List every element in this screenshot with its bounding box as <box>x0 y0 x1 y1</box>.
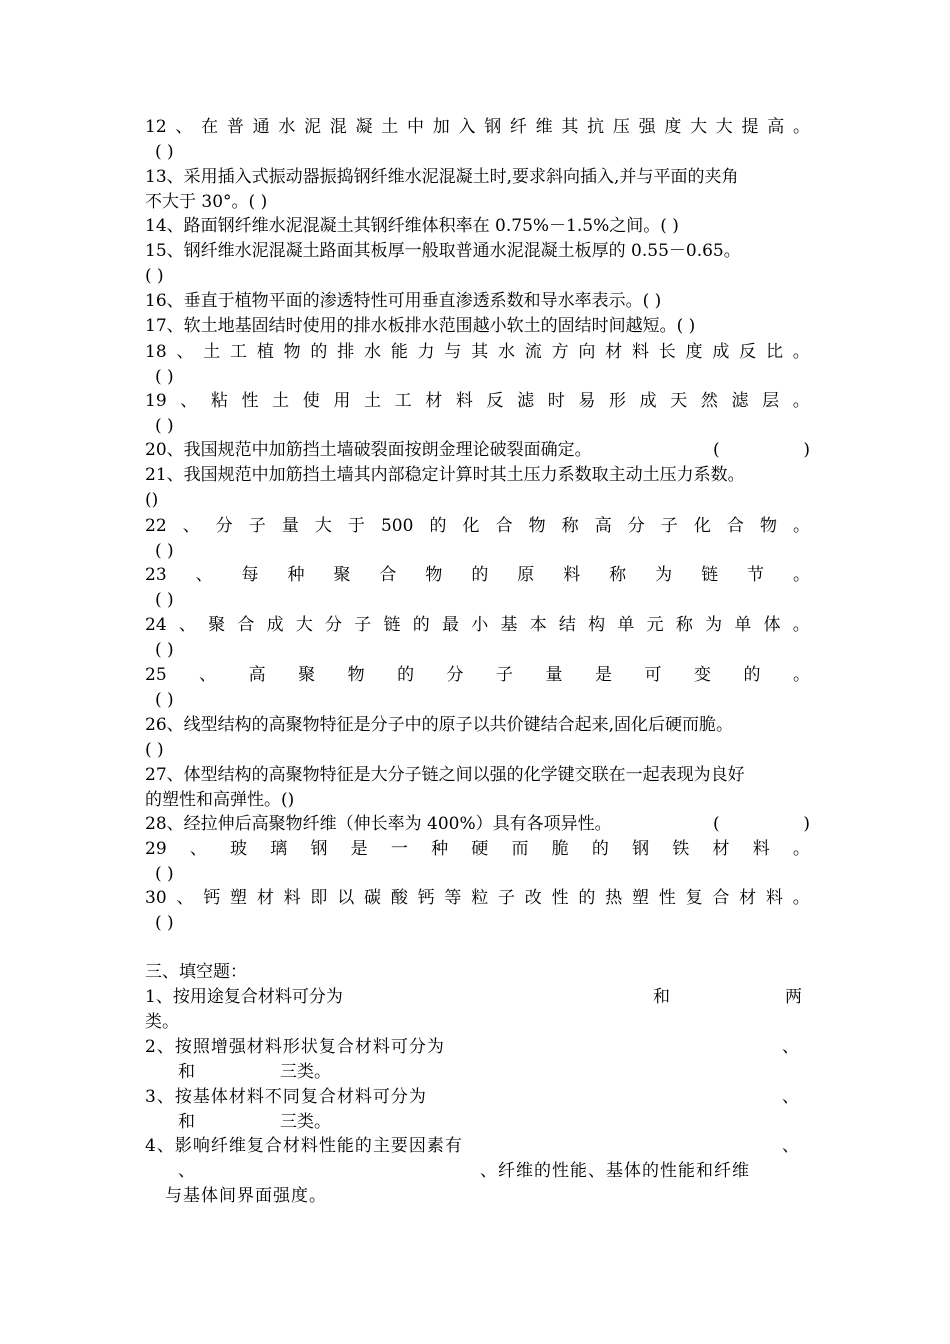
question-12-char: 12 <box>145 117 167 137</box>
question-19-char: 料 <box>455 391 473 411</box>
question-19-char: 土 <box>364 391 382 411</box>
question-29-char: 。 <box>792 839 810 859</box>
question-12-char: 大 <box>690 117 708 137</box>
question-19-char: 土 <box>272 391 290 411</box>
question-19-char: 然 <box>700 391 718 411</box>
question-30-char: 子 <box>498 888 515 908</box>
question-22-char: 子 <box>248 516 266 536</box>
question-29-char: 一 <box>390 839 408 859</box>
question-26-line2: ( ) <box>145 740 164 760</box>
question-23-char: 23 <box>145 565 167 585</box>
question-25-char: 的 <box>397 665 415 685</box>
question-29-char: 的 <box>591 839 609 859</box>
question-22-char: 的 <box>429 516 447 536</box>
question-18-char: 物 <box>283 342 301 362</box>
question-18-char: 度 <box>685 342 703 362</box>
fill-1-two: 两 <box>785 987 802 1007</box>
question-12-char: 加 <box>432 117 450 137</box>
question-29-line1 <box>145 837 810 862</box>
question-24-char: 构 <box>588 615 606 635</box>
question-22-char: 子 <box>660 516 678 536</box>
question-30-char: 材 <box>256 888 274 908</box>
question-12-char: 压 <box>612 117 630 137</box>
question-24-char: 24 <box>145 615 167 635</box>
question-19-char: 滤 <box>731 391 749 411</box>
question-23-char: 。 <box>792 565 810 585</box>
question-12-char: 普 <box>226 117 244 137</box>
question-25-char: 聚 <box>298 665 316 685</box>
question-24-char: 单 <box>617 615 635 635</box>
question-30-char: 。 <box>792 888 810 908</box>
question-30-line1 <box>145 886 810 911</box>
fill-2-line2 <box>145 1060 810 1085</box>
question-22-char: 化 <box>462 516 480 536</box>
question-24-char: 合 <box>237 615 255 635</box>
question-30-char: 钙 <box>417 888 435 908</box>
question-30-char: 合 <box>712 888 730 908</box>
question-23-char: 原 <box>517 565 535 585</box>
question-29-char: 种 <box>431 839 449 859</box>
question-29-paren: ( ) <box>155 864 174 884</box>
fill-4-rest: 、纤维的性能、基体的性能和纤维 <box>480 1161 750 1181</box>
question-19-char: 时 <box>547 391 565 411</box>
question-19-char: 滤 <box>517 391 535 411</box>
question-16: 16、垂直于植物平面的渗透特性可用垂直渗透系数和导水率表示。( ) <box>145 291 662 311</box>
question-22-char: 高 <box>594 516 612 536</box>
question-18-char: 比 <box>765 342 783 362</box>
question-22-char: 。 <box>792 516 810 536</box>
question-29-char: 29 <box>145 839 167 859</box>
question-30-char: 复 <box>685 888 703 908</box>
question-12-char: 强 <box>638 117 656 137</box>
question-12-char: 、 <box>175 117 193 137</box>
question-29-char: 钢 <box>310 839 328 859</box>
question-25-char: 高 <box>248 665 266 685</box>
question-23-line1 <box>145 563 810 588</box>
question-22-char: 合 <box>726 516 744 536</box>
question-28-text: 28、经拉伸后高聚物纤维（伸长率为 400%）具有各项异性。 <box>145 814 612 834</box>
question-25-char: 物 <box>347 665 365 685</box>
question-24-char: 称 <box>675 615 693 635</box>
fill-3-line1 <box>145 1085 810 1110</box>
question-12-char: 维 <box>535 117 553 137</box>
question-23-char: 聚 <box>333 565 351 585</box>
fill-4-comma-2: 、 <box>178 1161 196 1181</box>
question-18-line1 <box>145 340 810 365</box>
question-19-char: 成 <box>639 391 657 411</box>
fill-1-text: 1、按用途复合材料可分为 <box>145 987 343 1007</box>
question-19-char: 、 <box>180 391 198 411</box>
question-13-line2: 不大于 30°。( ) <box>145 192 268 212</box>
fill-1-line1 <box>145 985 810 1010</box>
question-18-char: 力 <box>417 342 435 362</box>
question-23-char: 、 <box>195 565 213 585</box>
question-18-char: 排 <box>337 342 355 362</box>
question-25-char: 是 <box>595 665 612 685</box>
question-19-char: 用 <box>333 391 351 411</box>
fill-3-line2 <box>145 1110 810 1135</box>
question-23-char: 链 <box>701 565 719 585</box>
fill-1-and: 和 <box>653 987 670 1007</box>
question-18-paren: ( ) <box>155 367 174 387</box>
question-12-char: 钢 <box>484 117 502 137</box>
question-30-char: 、 <box>176 888 194 908</box>
question-18-char: 成 <box>712 342 730 362</box>
question-18-char: 工 <box>230 342 248 362</box>
question-18-char: 的 <box>310 342 328 362</box>
question-19-char: 材 <box>425 391 443 411</box>
question-18-char: 流 <box>524 342 542 362</box>
question-18-char: 。 <box>792 342 810 362</box>
question-29-char: 硬 <box>471 839 489 859</box>
question-29-char: 璃 <box>270 839 288 859</box>
question-28-paren-left: ( <box>713 814 720 834</box>
question-24-char: 聚 <box>208 615 226 635</box>
question-25-char: 分 <box>446 665 464 685</box>
question-25-char: 的 <box>743 665 761 685</box>
question-12-char: 在 <box>201 117 219 137</box>
question-29-char: 铁 <box>672 839 690 859</box>
question-24-char: 为 <box>705 615 723 635</box>
question-23-char: 节 <box>747 565 765 585</box>
fill-4-comma-1: 、 <box>782 1136 800 1156</box>
question-18-char: 反 <box>739 342 757 362</box>
question-24-line1 <box>145 613 810 638</box>
question-28 <box>145 812 810 837</box>
question-19-line1 <box>145 389 810 414</box>
question-24-char: 元 <box>646 615 664 635</box>
fill-4-line2 <box>145 1159 810 1184</box>
question-21-line1: 21、我国规范中加筋挡土墙其内部稳定计算时其土压力系数取主动土压力系数。 <box>145 465 745 485</box>
question-29-char: 脆 <box>551 839 569 859</box>
question-30-char: 粒 <box>471 888 489 908</box>
question-19-char: 19 <box>145 391 167 411</box>
fill-2-text: 2、按照增强材料形状复合材料可分为 <box>145 1037 445 1057</box>
question-29-char: 是 <box>350 839 368 859</box>
question-12-char: 水 <box>278 117 296 137</box>
question-12-char: 入 <box>458 117 476 137</box>
question-22-char: 22 <box>145 516 167 536</box>
question-24-paren: ( ) <box>155 640 174 660</box>
question-12-char: 高 <box>767 117 785 137</box>
question-19-char: 层 <box>762 391 780 411</box>
question-15-line1: 15、钢纤维水泥混凝土路面其板厚一般取普通水泥混凝土板厚的 0.55－0.65。 <box>145 241 741 261</box>
question-23-char: 为 <box>655 565 673 585</box>
question-18-char: 土 <box>203 342 221 362</box>
question-19-char: 。 <box>792 391 810 411</box>
question-19-char: 性 <box>241 391 259 411</box>
question-22-char: 于 <box>347 516 365 536</box>
question-30-char: 以 <box>337 888 355 908</box>
question-29-char: 钢 <box>632 839 650 859</box>
question-22-char: 大 <box>314 516 332 536</box>
question-28-paren-right: ) <box>803 814 810 834</box>
question-23-char: 每 <box>241 565 259 585</box>
question-25-line1 <box>145 663 810 688</box>
question-18-char: 方 <box>551 342 569 362</box>
question-12-char: 抗 <box>587 117 605 137</box>
question-30-char: 性 <box>551 888 569 908</box>
question-12-paren: ( ) <box>155 142 174 162</box>
question-18-char: 材 <box>605 342 623 362</box>
question-22-char: 物 <box>759 516 777 536</box>
question-19-char: 易 <box>578 391 596 411</box>
question-29-char: 、 <box>189 839 207 859</box>
question-18-char: 、 <box>176 342 194 362</box>
fill-2-line1 <box>145 1035 810 1060</box>
question-14: 14、路面钢纤维水泥混凝土其钢纤维体积率在 0.75%－1.5%之间。( ) <box>145 216 679 236</box>
question-27-line2: 的塑性和高弹性。() <box>145 790 295 810</box>
question-23-paren: ( ) <box>155 590 174 610</box>
question-30-char: 的 <box>578 888 596 908</box>
question-24-char: 分 <box>325 615 343 635</box>
question-24-char: 、 <box>178 615 196 635</box>
question-30-char: 等 <box>444 888 462 908</box>
question-30-char: 料 <box>283 888 301 908</box>
fill-1-line2: 类。 <box>145 1012 179 1032</box>
question-25-char: 子 <box>496 665 514 685</box>
question-29-char: 料 <box>752 839 770 859</box>
question-12-char: 其 <box>561 117 579 137</box>
question-19-paren: ( ) <box>155 416 174 436</box>
question-24-char: 最 <box>441 615 459 635</box>
question-18-char: 长 <box>658 342 676 362</box>
question-29-char: 玻 <box>230 839 248 859</box>
question-13-line1: 13、采用插入式振动器振捣钢纤维水泥混凝土时,要求斜向插入,并与平面的夹角 <box>145 167 739 187</box>
question-24-char: 体 <box>763 615 781 635</box>
question-24-char: 链 <box>383 615 401 635</box>
fill-2-comma: 、 <box>782 1037 800 1057</box>
question-22-char: 合 <box>495 516 513 536</box>
question-29-char: 而 <box>511 839 529 859</box>
fill-4-line3: 与基体间界面强度。 <box>165 1186 327 1206</box>
question-22-char: 分 <box>627 516 645 536</box>
question-18-char: 水 <box>364 342 382 362</box>
question-22-line1 <box>145 514 810 539</box>
question-19-char: 形 <box>609 391 627 411</box>
question-30-char: 料 <box>765 888 783 908</box>
question-23-char: 物 <box>425 565 443 585</box>
question-24-char: 小 <box>471 615 489 635</box>
question-22-char: 500 <box>380 516 414 536</box>
fill-4-line1 <box>145 1134 810 1159</box>
question-25-char: 可 <box>644 665 662 685</box>
section-3-title: 三、填空题： <box>145 962 247 982</box>
question-20 <box>145 438 810 463</box>
question-22-char: 称 <box>561 516 579 536</box>
question-12-char: 。 <box>793 117 810 137</box>
fill-3-text: 3、按基体材料不同复合材料可分为 <box>145 1087 427 1107</box>
question-18-char: 植 <box>256 342 274 362</box>
question-24-char: 成 <box>266 615 284 635</box>
question-25-char: 变 <box>693 665 711 685</box>
question-30-char: 塑 <box>230 888 248 908</box>
question-25-paren: ( ) <box>155 690 174 710</box>
question-30-char: 钙 <box>203 888 221 908</box>
question-22-char: 分 <box>215 516 233 536</box>
question-19-char: 反 <box>486 391 504 411</box>
question-20-paren-left: ( <box>713 440 720 460</box>
question-30-char: 即 <box>310 888 328 908</box>
question-12-char: 通 <box>252 117 270 137</box>
question-30-char: 热 <box>605 888 623 908</box>
question-18-char: 向 <box>578 342 596 362</box>
question-12-char: 中 <box>406 117 424 137</box>
fill-2-three: 三类。 <box>280 1062 331 1082</box>
question-30-char: 改 <box>524 888 542 908</box>
question-24-char: 结 <box>558 615 576 635</box>
question-30-char: 30 <box>145 888 167 908</box>
question-23-char: 合 <box>379 565 397 585</box>
question-20-text: 20、我国规范中加筋挡土墙破裂面按朗金理论破裂面确定。 <box>145 440 592 460</box>
question-24-char: 单 <box>734 615 752 635</box>
question-25-char: 25 <box>145 665 167 685</box>
question-30-paren: ( ) <box>155 913 174 933</box>
question-18-char: 其 <box>471 342 489 362</box>
question-19-char: 工 <box>394 391 412 411</box>
question-24-char: 本 <box>529 615 547 635</box>
question-18-char: 水 <box>498 342 515 362</box>
question-12-char: 土 <box>381 117 399 137</box>
question-18-char: 料 <box>631 342 649 362</box>
question-24-char: 大 <box>295 615 313 635</box>
question-25-char: 、 <box>199 665 217 685</box>
question-23-char: 种 <box>287 565 305 585</box>
question-19-char: 天 <box>670 391 688 411</box>
question-19-char: 粘 <box>210 391 228 411</box>
question-12-char: 度 <box>664 117 682 137</box>
question-19-char: 使 <box>302 391 320 411</box>
question-26-line1: 26、线型结构的高聚物特征是分子中的原子以共价键结合起来,固化后硬而脆。 <box>145 715 734 735</box>
question-22-char: 物 <box>528 516 546 536</box>
question-30-char: 碳 <box>364 888 382 908</box>
question-12-char: 提 <box>741 117 759 137</box>
question-24-char: 子 <box>354 615 372 635</box>
fill-2-and: 和 <box>178 1062 195 1082</box>
question-30-char: 性 <box>658 888 676 908</box>
question-30-char: 酸 <box>390 888 408 908</box>
fill-3-and: 和 <box>178 1112 195 1132</box>
question-30-char: 塑 <box>631 888 649 908</box>
question-23-char: 料 <box>563 565 581 585</box>
question-24-char: 基 <box>500 615 518 635</box>
question-17: 17、软土地基固结时使用的排水板排水范围越小软土的固结时间越短。( ) <box>145 316 696 336</box>
fill-3-three: 三类。 <box>280 1112 331 1132</box>
question-23-char: 称 <box>609 565 627 585</box>
question-12-char: 凝 <box>355 117 373 137</box>
question-25-char: 量 <box>545 665 563 685</box>
question-22-char: 、 <box>182 516 200 536</box>
question-27-line1: 27、体型结构的高聚物特征是大分子链之间以强的化学键交联在一起表现为良好 <box>145 765 745 785</box>
question-22-char: 化 <box>693 516 711 536</box>
question-22-paren: ( ) <box>155 541 174 561</box>
question-24-char: 的 <box>412 615 430 635</box>
question-20-paren-right: ) <box>803 440 810 460</box>
fill-3-comma: 、 <box>782 1087 800 1107</box>
question-24-char: 。 <box>792 615 810 635</box>
question-18-char: 能 <box>390 342 408 362</box>
question-12-line1 <box>145 115 810 140</box>
question-23-char: 的 <box>471 565 489 585</box>
question-15-line2: ( ) <box>145 266 164 286</box>
question-12-char: 泥 <box>304 117 322 137</box>
question-12-char: 纤 <box>509 117 527 137</box>
fill-4-text: 4、影响纤维复合材料性能的主要因素有 <box>145 1136 463 1156</box>
question-18-char: 18 <box>145 342 167 362</box>
question-29-char: 材 <box>712 839 730 859</box>
question-21-line2: () <box>145 490 159 510</box>
question-25-char: 。 <box>792 665 810 685</box>
question-12-char: 大 <box>715 117 733 137</box>
question-22-char: 量 <box>281 516 299 536</box>
question-30-char: 材 <box>739 888 757 908</box>
question-18-char: 与 <box>444 342 462 362</box>
question-12-char: 混 <box>329 117 347 137</box>
